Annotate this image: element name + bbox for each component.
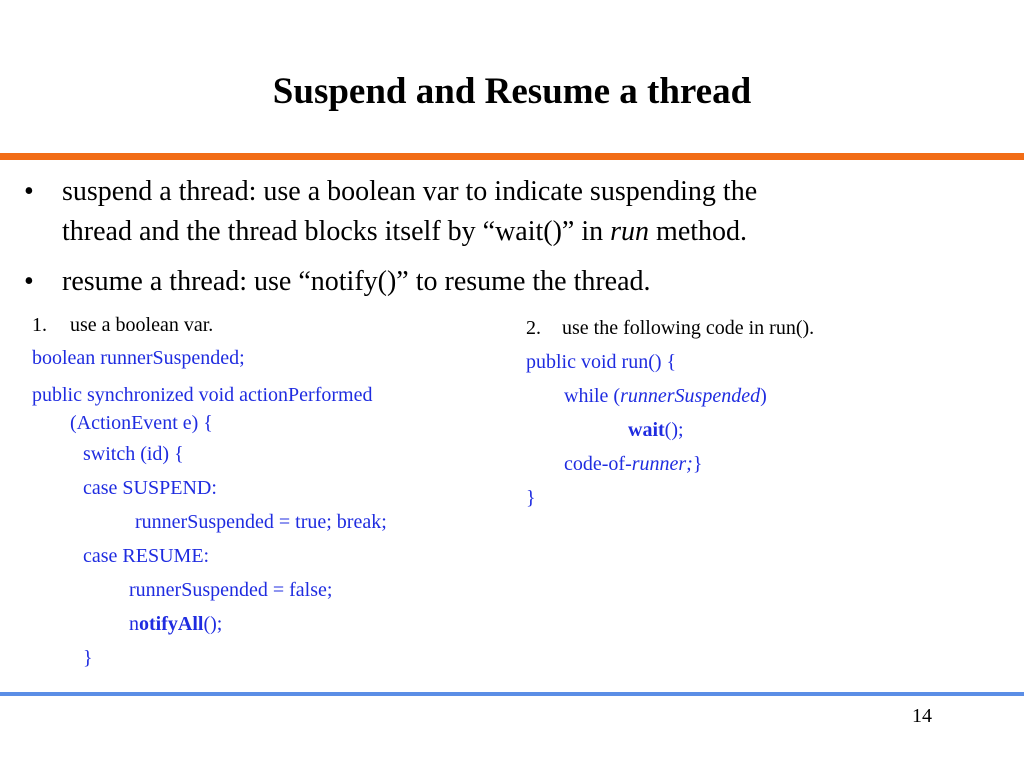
list-number: 2. — [526, 317, 541, 339]
bullet-text-part: thread and the thread blocks itself by “wait()” in — [62, 216, 611, 247]
code-fragment: (); — [203, 613, 223, 635]
code-keyword: otifyAll — [139, 613, 204, 635]
code-line — [32, 607, 492, 641]
code-heading — [526, 311, 1006, 345]
code-fragment: ) — [760, 385, 767, 407]
code-italic: runnerSuspended — [620, 385, 761, 407]
code-line: boolean runnerSuspended; — [32, 347, 245, 369]
bullet-item — [24, 172, 1004, 252]
code-fragment: n — [129, 613, 139, 635]
bullet-list — [24, 172, 1004, 312]
code-line — [526, 447, 1006, 481]
page-number: 14 — [912, 705, 932, 727]
code-block-left — [32, 309, 492, 675]
bullet-text — [62, 176, 757, 247]
code-fragment: code-of- — [564, 453, 632, 475]
code-line — [526, 413, 1006, 447]
code-line: runnerSuspended = false; — [129, 579, 333, 601]
code-heading-text: use the following code in run(). — [562, 317, 815, 339]
code-line: runnerSuspended = true; break; — [135, 511, 387, 533]
bullet-marker: • — [24, 176, 34, 207]
code-line: } — [83, 647, 93, 669]
code-heading — [32, 309, 492, 341]
blue-divider — [0, 692, 1024, 696]
list-number: 1. — [32, 314, 47, 336]
code-fragment: (); — [664, 419, 684, 441]
slide-title: Suspend and Resume a thread — [272, 71, 752, 112]
code-block-right — [526, 311, 1006, 515]
bullet-text-part: suspend a thread: use a boolean var to indicate suspending the — [62, 176, 758, 207]
code-line: (ActionEvent e) { — [70, 412, 213, 434]
code-keyword: wait — [628, 419, 665, 441]
code-italic: runner; — [631, 453, 693, 475]
code-line: case RESUME: — [83, 545, 210, 567]
bullet-text: resume a thread: use “notify()” to resume the thread. — [62, 266, 651, 297]
code-line: case SUSPEND: — [83, 477, 217, 499]
bullet-italic-word: run — [610, 216, 650, 247]
code-line: public void run() { — [526, 351, 677, 373]
code-line: public synchronized void actionPerformed — [32, 384, 373, 406]
code-line: switch (id) { — [83, 443, 184, 465]
code-fragment: } — [692, 453, 703, 475]
code-heading-text: use a boolean var. — [70, 314, 214, 336]
orange-divider — [0, 153, 1024, 160]
code-fragment: while ( — [564, 385, 621, 407]
code-line — [526, 379, 1006, 413]
bullet-marker: • — [24, 266, 34, 297]
bullet-text-part: method. — [649, 216, 748, 247]
bullet-item — [24, 262, 1004, 302]
code-line: } — [526, 487, 536, 509]
